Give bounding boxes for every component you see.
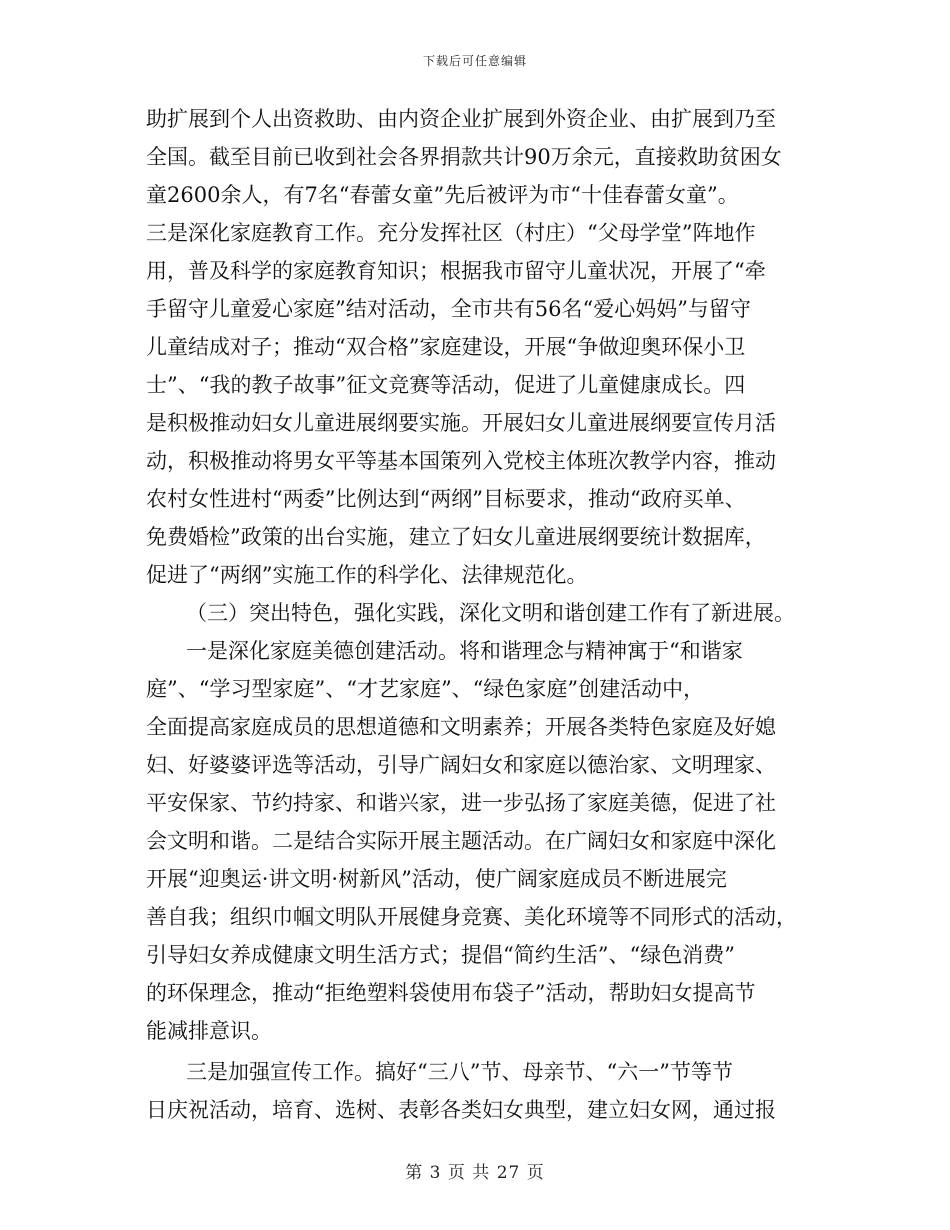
text-line: 士”、“我的教子故事”征文竞赛等活动，促进了儿童健康成长。四 (146, 373, 746, 397)
text-line: 能减排意识。 (146, 1019, 272, 1043)
text-line: 全面提高家庭成员的思想道德和文明素养；开展各类特色家庭及好媳 (146, 715, 776, 739)
text-line: 妇、好婆婆评选等活动，引导广阔妇女和家庭以德治家、文明理家、 (146, 753, 776, 777)
text-line: 农村女性进村“两委”比例达到“两纲”目标要求，推动“政府买单、 (146, 487, 746, 511)
text-line: 日庆祝活动，培育、选树、表彰各类妇女典型，建立妇女网，通过报 (146, 1098, 776, 1122)
text-line: 庭”、“学习型家庭”、“才艺家庭”、“绿色家庭”创建活动中， (146, 677, 705, 701)
text-line: 动，积极推动将男女平等基本国策列入党校主体班次教学内容，推动 (146, 449, 776, 473)
page-number: 第 3 页 共 27 页 (405, 1163, 545, 1183)
text-line: 的环保理念，推动“拒绝塑料袋使用布袋子”活动，帮助妇女提高节 (146, 981, 756, 1005)
text-line: 儿童结成对子；推动“双合格”家庭建设，开展“争做迎奥环保小卫 (146, 335, 746, 359)
section-heading: （三）突出特色，强化实践，深化文明和谐创建工作有了新进展。 (186, 601, 795, 625)
text-line: 助扩展到个人出资救助、由内资企业扩展到外资企业、由扩展到乃至 (146, 107, 776, 131)
text-line: 引导妇女养成健康文明生活方式；提倡“简约生活”、“绿色消费” (146, 943, 735, 967)
text-line: 手留守儿童爱心家庭”结对活动，全市共有56名“爱心妈妈”与留守 (146, 297, 751, 321)
text-line: 用，普及科学的家庭教育知识；根据我市留守儿童状况，开展了“牵 (146, 259, 766, 283)
text-line: 平安保家、节约持家、和谐兴家，进一步弘扬了家庭美德，促进了社 (146, 791, 776, 815)
text-line: 童2600余人，有7名“春蕾女童”先后被评为市“十佳春蕾女童”。 (146, 183, 739, 207)
page-header-note: 下载后可任意编辑 (422, 54, 527, 68)
text-line: 三是深化家庭教育工作。充分发挥社区（村庄）“父母学堂”阵地作 (146, 221, 756, 245)
text-line: 是积极推动妇女儿童进展纲要实施。开展妇女儿童进展纲要宣传月活 (146, 411, 776, 435)
text-line: 三是加强宣传工作。搞好“三八”节、母亲节、“六一”节等节 (186, 1060, 733, 1084)
text-line: 会文明和谐。二是结合实际开展主题活动。在广阔妇女和家庭中深化 (146, 829, 776, 853)
text-line: 善自我；组织巾帼文明队开展健身竞赛、美化环境等不同形式的活动， (146, 905, 797, 929)
text-line: 全国。截至目前已收到社会各界捐款共计90万余元，直接救助贫困女 (146, 145, 782, 169)
text-line: 促进了“两纲”实施工作的科学化、法律规范化。 (146, 563, 588, 587)
text-line: 免费婚检”政策的出台实施，建立了妇女儿童进展纲要统计数据库， (146, 525, 766, 549)
text-line: 一是深化家庭美德创建活动。将和谐理念与精神寓于“和谐家 (186, 639, 743, 663)
text-line: 开展“迎奥运·讲文明·树新风”活动，使广阔家庭成员不断进展完 (146, 867, 727, 891)
